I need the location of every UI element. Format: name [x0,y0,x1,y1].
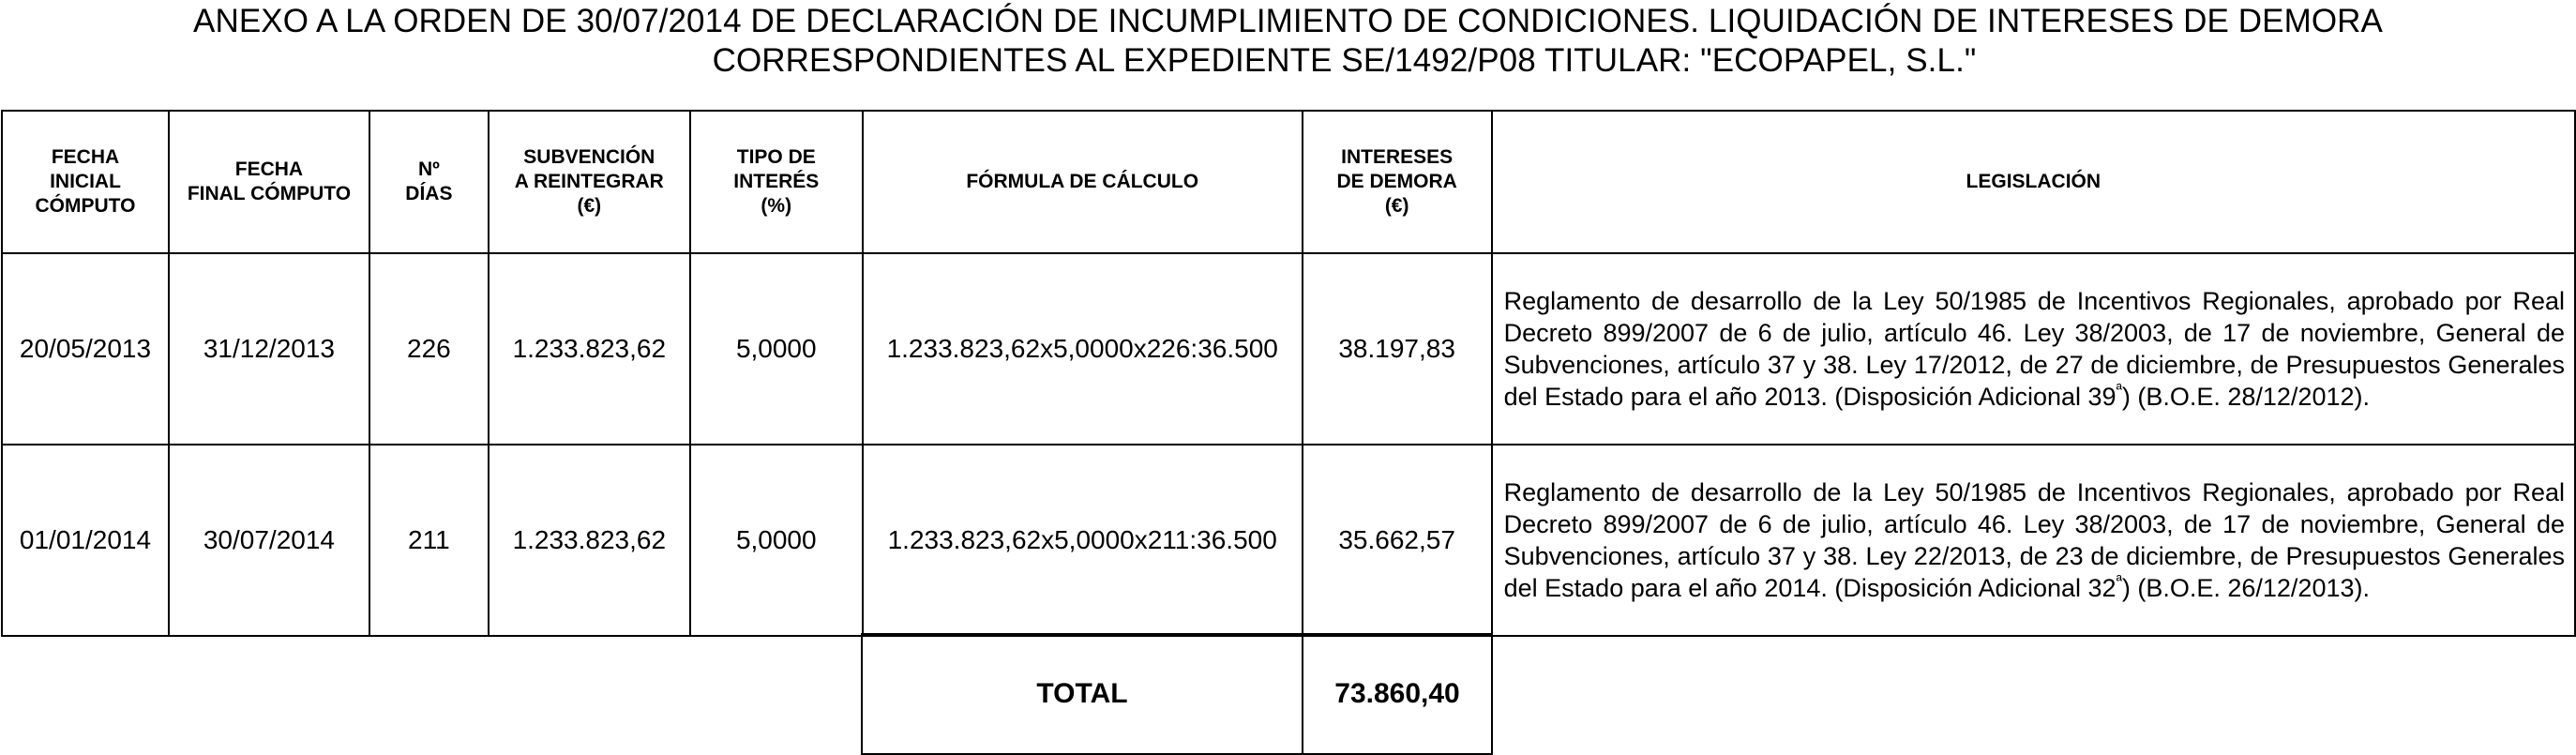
cell-intereses: 38.197,83 [1303,253,1492,445]
cell-tipo-interes: 5,0000 [690,253,863,445]
header-tipo-interes: TIPO DE INTERÉS (%) [690,111,863,253]
header-row [2,111,2575,253]
cell-subvencion: 1.233.823,62 [489,445,690,636]
table-row [2,253,2575,445]
header-subvencion: SUBVENCIÓN A REINTEGRAR (€) [489,111,690,253]
total-value: 73.860,40 [1303,634,1492,754]
title-line-1: ANEXO A LA ORDEN DE 30/07/2014 DE DECLARACIÓN DE INCUMPLIMIENTO DE CONDICIONES. LIQUIDACIÓN DE INTERESES DE DEMORA [193,3,2383,39]
cell-intereses: 35.662,57 [1303,445,1492,636]
table-row [2,445,2575,636]
total-row [862,634,1492,754]
cell-fecha-inicial: 20/05/2013 [2,253,169,445]
header-fecha-final: FECHA FINAL CÓMPUTO [169,111,369,253]
header-legislacion: LEGISLACIÓN [1492,111,2575,253]
cell-legislacion [1492,253,2575,445]
legislacion-superscript: ª [2116,381,2122,399]
cell-subvencion: 1.233.823,62 [489,253,690,445]
legislacion-text: Reglamento de desarrollo de la Ley 50/1985 de Incentivos Regionales, aprobado por Real Decreto 899/2007 de 6 de julio, artículo 46. Ley 38/2003, de 17 de noviembre, General de Subvenciones, artículo 37 y 38. Ley 17/2012, de 27 de diciembre, de Presupuestos Generales del Estado para el año 2013. (Disposición Adicional 39 [1503,287,2565,411]
cell-fecha-inicial: 01/01/2014 [2,445,169,636]
document-title [0,2,2576,81]
legislacion-text-end: ) (B.O.E. 26/12/2013). [2121,574,2370,602]
header-dias: Nº DÍAS [369,111,489,253]
total-table [861,633,1493,755]
header-fecha-inicial: FECHA INICIAL CÓMPUTO [2,111,169,253]
cell-formula: 1.233.823,62x5,0000x226:36.500 [863,253,1303,445]
total-label: TOTAL [862,634,1303,754]
cell-tipo-interes: 5,0000 [690,445,863,636]
cell-fecha-final: 31/12/2013 [169,253,369,445]
interest-table [1,110,2576,637]
cell-fecha-final: 30/07/2014 [169,445,369,636]
cell-dias: 226 [369,253,489,445]
legislacion-text: Reglamento de desarrollo de la Ley 50/1985 de Incentivos Regionales, aprobado por Real Decreto 899/2007 de 6 de julio, artículo 46. Ley 38/2003, de 17 de noviembre, General de Subvenciones, artículo 37 y 38. Ley 22/2013, de 23 de diciembre, de Presupuestos Generales del Estado para el año 2014. (Disposición Adicional 32 [1503,478,2565,602]
cell-dias: 211 [369,445,489,636]
title-line-2: CORRESPONDIENTES AL EXPEDIENTE SE/1492/P08 TITULAR: "ECOPAPEL, S.L." [712,42,1977,79]
legislacion-superscript: ª [2116,572,2122,590]
legislacion-text-end: ) (B.O.E. 28/12/2012). [2121,383,2370,411]
cell-formula: 1.233.823,62x5,0000x211:36.500 [863,445,1303,636]
header-formula: FÓRMULA DE CÁLCULO [863,111,1303,253]
cell-legislacion [1492,445,2575,636]
header-intereses: INTERESES DE DEMORA (€) [1303,111,1492,253]
